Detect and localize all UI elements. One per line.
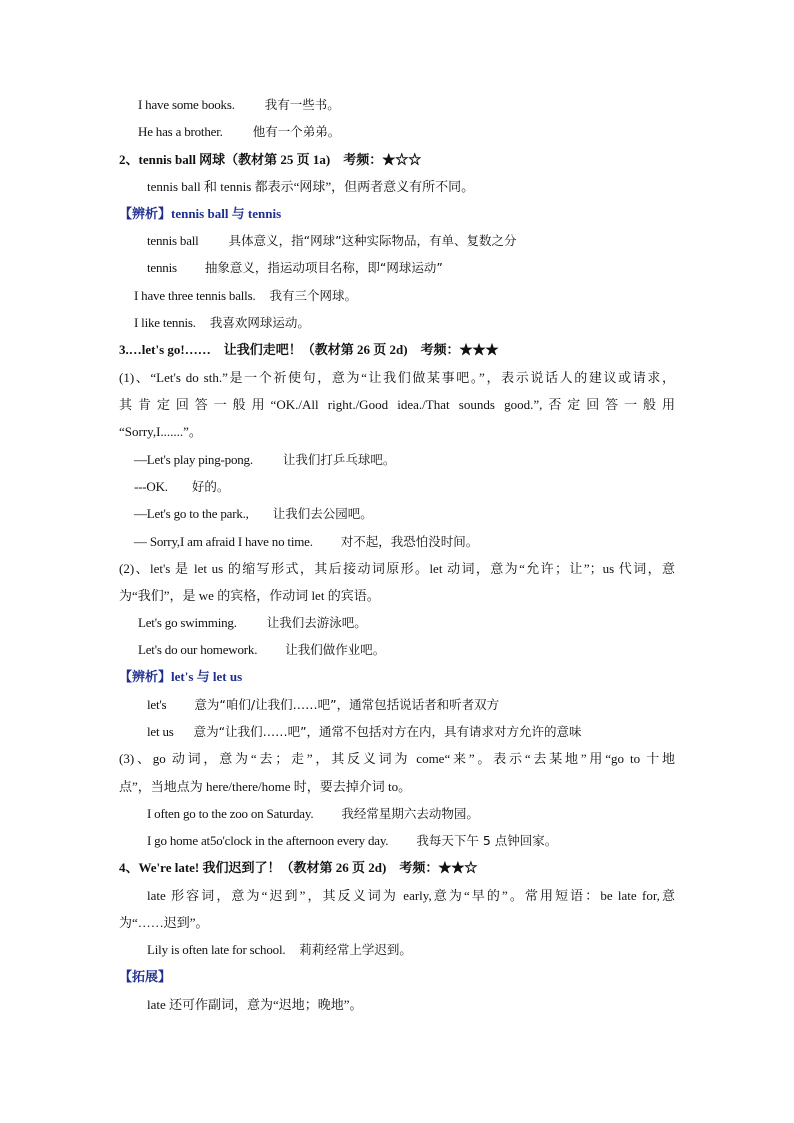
paragraph: “Sorry,I.......”。 [119, 424, 202, 439]
section-heading-4: 4、We're late! 我们迟到了！（教材第 26 页 2d) 考频：★★☆ [119, 860, 478, 875]
paragraph: (1)、“Let's do sth.”是一个祈使句，意为“让我们做某事吧。”，表示说话人的建议或请求， [119, 370, 675, 385]
paragraph: 其肯定回答一般用“OK./All right./Good idea./That sounds good.”,否定回答一般用 [119, 397, 675, 412]
comparison-line: tennis ball 具体意义，指“网球”这种实际物品，有单、复数之分 [147, 233, 517, 248]
example-line: I often go to the zoo on Saturday. 我经常星期六去动物园。 [147, 806, 479, 821]
paragraph: 为“我们”，是 we 的宾格，作动词 let 的宾语。 [119, 588, 380, 603]
example-line: I go home at5o'clock in the afternoon every day. 我每天下午 5 点钟回家。 [147, 833, 558, 848]
paragraph: (2)、let's 是 let us 的缩写形式，其后接动词原形。let 动词，意为“允许；让”；us 代词，意 [119, 561, 675, 576]
example-line: Lily is often late for school. 莉莉经常上学迟到。 [147, 942, 412, 957]
example-line: Let's do our homework. 让我们做作业吧。 [138, 642, 386, 657]
comparison-line: tennis 抽象意义，指运动项目名称，即“网球运动” [147, 260, 443, 275]
paragraph: 为“……迟到”。 [119, 915, 209, 930]
comparison-line: let us 意为“让我们……吧”，通常不包括对方在内，具有请求对方允许的意味 [147, 724, 582, 739]
paragraph: (3)、go 动词，意为“去；走”，其反义词为 come“来”。表示“去某地”用“go to 十地 [119, 751, 675, 766]
analysis-label: 【辨析】let's 与 let us [119, 669, 243, 684]
dialogue-line: — Sorry,I am afraid I have no time. 对不起，我恐怕没时间。 [134, 534, 479, 549]
paragraph: late 还可作副词，意为“迟地；晚地”。 [147, 997, 363, 1012]
example-line: He has a brother. 他有一个弟弟。 [138, 124, 341, 139]
paragraph: late 形容词，意为“迟到”，其反义词为 early,意为“早的”。常用短语：be late for,意 [147, 888, 675, 903]
dialogue-line: —Let's go to the park., 让我们去公园吧。 [134, 506, 373, 521]
extension-label: 【拓展】 [119, 969, 172, 984]
section-heading-2: 2、tennis ball 网球（教材第 25 页 1a) 考频：★☆☆ [119, 152, 422, 167]
analysis-label: 【辨析】tennis ball 与 tennis [119, 206, 282, 221]
paragraph: 点”，当地点为 here/there/home 时，要去掉介词 to。 [119, 779, 412, 794]
dialogue-line: ---OK. 好的。 [134, 479, 230, 494]
comparison-line: let's 意为“咱们/让我们……吧”，通常包括说话者和听者双方 [147, 697, 500, 712]
example-line: I have three tennis balls. 我有三个网球。 [134, 288, 358, 303]
paragraph: tennis ball 和 tennis 都表示“网球”，但两者意义有所不同。 [147, 179, 475, 194]
section-heading-3: 3.…let's go!…… 让我们走吧！（教材第 26 页 2d) 考频：★★★ [119, 342, 499, 357]
example-line: Let's go swimming. 让我们去游泳吧。 [138, 615, 367, 630]
example-line: I have some books. 我有一些书。 [138, 97, 340, 112]
dialogue-line: —Let's play ping-pong. 让我们打乒乓球吧。 [134, 452, 396, 467]
example-line: I like tennis. 我喜欢网球运动。 [134, 315, 310, 330]
